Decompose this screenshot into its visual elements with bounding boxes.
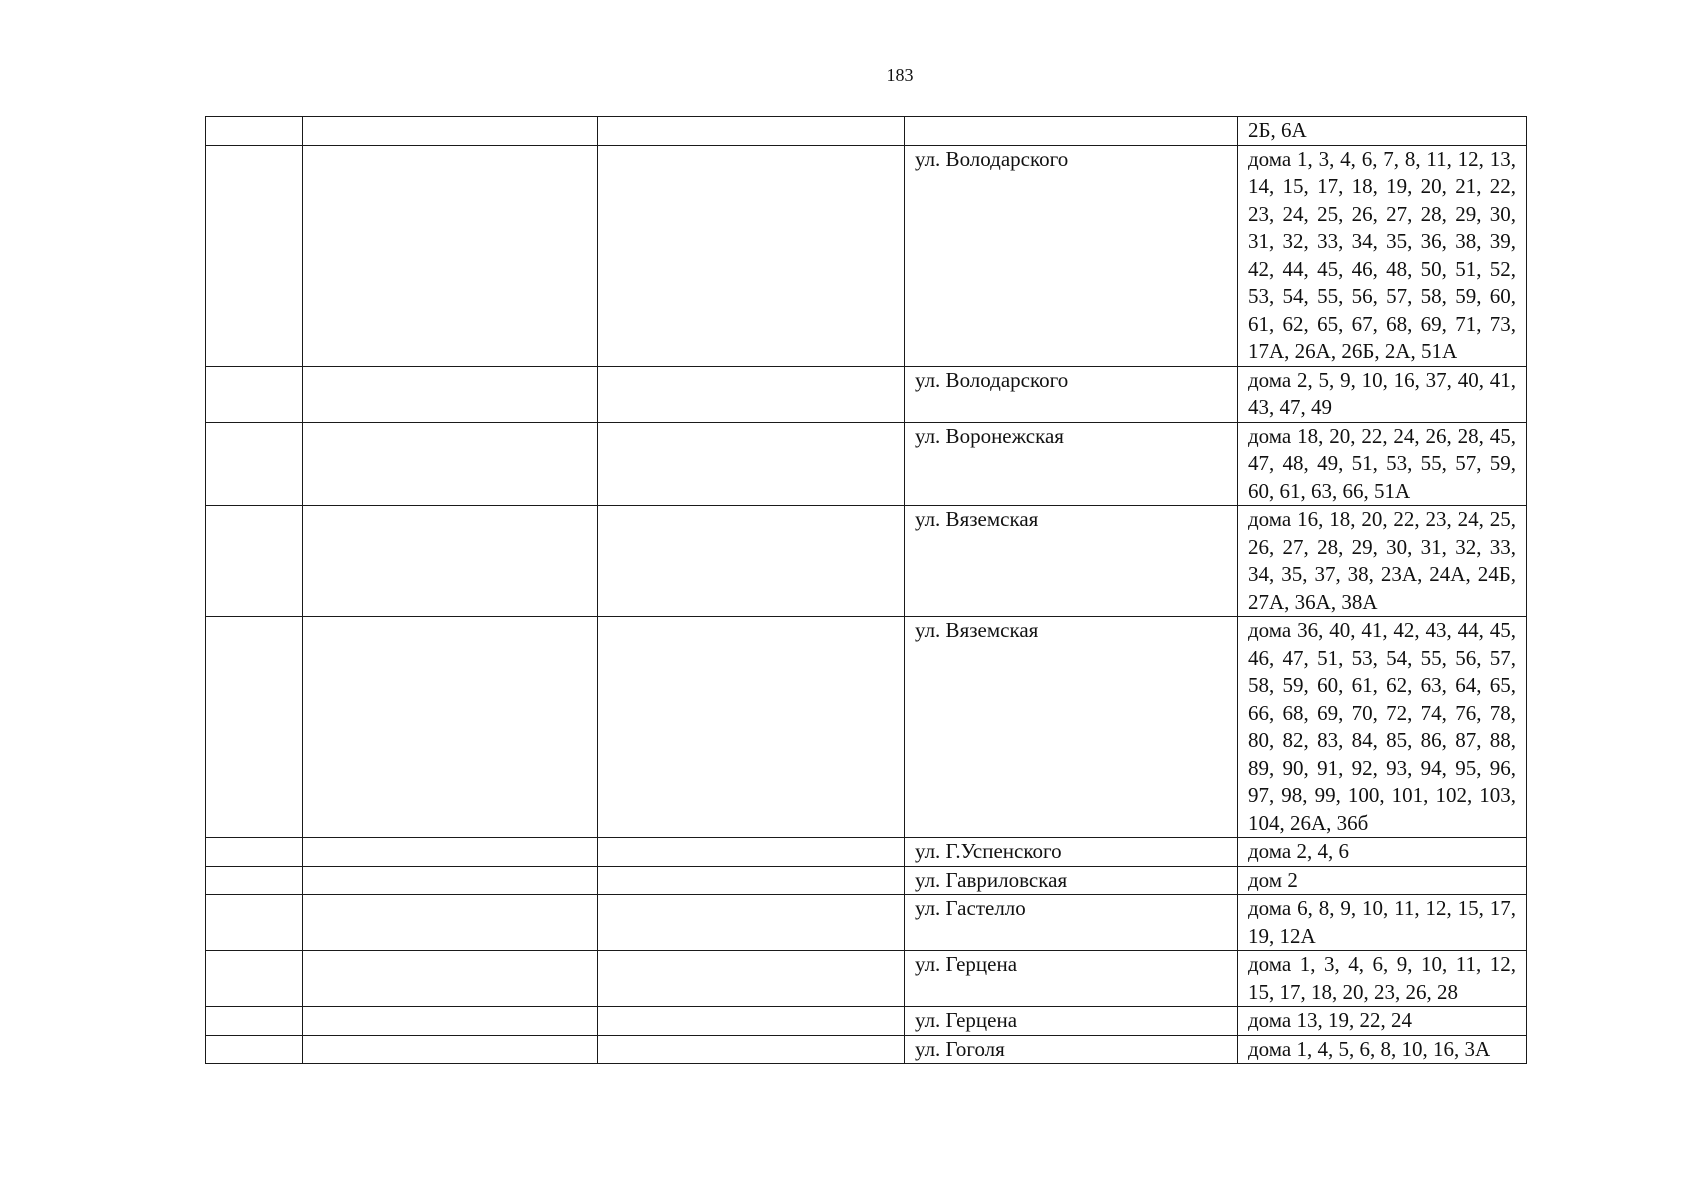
house-numbers-cell: дома 1, 3, 4, 6, 9, 10, 11, 12, 15, 17, 18, 20, 23, 26, 28 xyxy=(1238,951,1527,1007)
table-row xyxy=(206,117,1527,146)
table-row xyxy=(206,422,1527,506)
street-name-cell: ул. Воронежская xyxy=(905,422,1238,506)
street-name-cell: ул. Володарского xyxy=(905,366,1238,422)
empty-cell xyxy=(206,951,303,1007)
empty-cell xyxy=(206,422,303,506)
house-numbers-cell: дома 16, 18, 20, 22, 23, 24, 25, 26, 27, 28, 29, 30, 31, 32, 33, 34, 35, 37, 38, 23А, 24А, 24Б, 27А, 36А, 38А xyxy=(1238,506,1527,617)
street-name-cell: ул. Володарского xyxy=(905,145,1238,366)
empty-cell xyxy=(206,895,303,951)
house-numbers-cell: дома 6, 8, 9, 10, 11, 12, 15, 17, 19, 12А xyxy=(1238,895,1527,951)
street-name-cell xyxy=(905,117,1238,146)
empty-cell xyxy=(206,506,303,617)
empty-cell xyxy=(303,951,598,1007)
house-numbers-cell: дома 2, 5, 9, 10, 16, 37, 40, 41, 43, 47, 49 xyxy=(1238,366,1527,422)
empty-cell xyxy=(303,1007,598,1036)
empty-cell xyxy=(598,617,905,838)
street-name-cell: ул. Герцена xyxy=(905,1007,1238,1036)
empty-cell xyxy=(598,951,905,1007)
house-numbers-cell: 2Б, 6А xyxy=(1238,117,1527,146)
table-row xyxy=(206,838,1527,867)
table-row xyxy=(206,866,1527,895)
empty-cell xyxy=(303,422,598,506)
empty-cell xyxy=(206,117,303,146)
table-row xyxy=(206,366,1527,422)
table-row xyxy=(206,145,1527,366)
street-name-cell: ул. Гавриловская xyxy=(905,866,1238,895)
table-row xyxy=(206,506,1527,617)
empty-cell xyxy=(598,1007,905,1036)
table-row xyxy=(206,895,1527,951)
empty-cell xyxy=(206,366,303,422)
table-row xyxy=(206,1007,1527,1036)
empty-cell xyxy=(206,617,303,838)
empty-cell xyxy=(303,895,598,951)
empty-cell xyxy=(598,838,905,867)
empty-cell xyxy=(303,145,598,366)
house-numbers-cell: дома 36, 40, 41, 42, 43, 44, 45, 46, 47, 51, 53, 54, 55, 56, 57, 58, 59, 60, 61, 62, 63, 64, 65, 66, 68, 69, 70, 72, 74, 76, 78, 80, 82, 83, 84, 85, 86, 87, 88, 89, 90, 91, 92, 93, 94, 95, 96, 97, 98, 99, 100, 101, 102, 103, 104, 26А, 36б xyxy=(1238,617,1527,838)
house-numbers-cell: дома 1, 3, 4, 6, 7, 8, 11, 12, 13, 14, 15, 17, 18, 19, 20, 21, 22, 23, 24, 25, 26, 27, 28, 29, 30, 31, 32, 33, 34, 35, 36, 38, 39, 42, 44, 45, 46, 48, 50, 51, 52, 53, 54, 55, 56, 57, 58, 59, 60, 61, 62, 65, 67, 68, 69, 71, 73, 17А, 26А, 26Б, 2А, 51А xyxy=(1238,145,1527,366)
house-numbers-cell: дома 1, 4, 5, 6, 8, 10, 16, 3А xyxy=(1238,1035,1527,1064)
empty-cell xyxy=(206,145,303,366)
empty-cell xyxy=(303,366,598,422)
empty-cell xyxy=(598,1035,905,1064)
house-numbers-cell: дома 13, 19, 22, 24 xyxy=(1238,1007,1527,1036)
empty-cell xyxy=(598,506,905,617)
empty-cell xyxy=(206,1035,303,1064)
street-name-cell: ул. Гоголя xyxy=(905,1035,1238,1064)
house-numbers-cell: дома 18, 20, 22, 24, 26, 28, 45, 47, 48, 49, 51, 53, 55, 57, 59, 60, 61, 63, 66, 51А xyxy=(1238,422,1527,506)
empty-cell xyxy=(206,838,303,867)
empty-cell xyxy=(598,366,905,422)
address-table-body xyxy=(206,117,1527,1064)
table-row xyxy=(206,951,1527,1007)
empty-cell xyxy=(206,866,303,895)
empty-cell xyxy=(303,1035,598,1064)
street-name-cell: ул. Г.Успенского xyxy=(905,838,1238,867)
empty-cell xyxy=(303,117,598,146)
empty-cell xyxy=(598,145,905,366)
page-number: 183 xyxy=(886,65,914,85)
street-name-cell: ул. Гастелло xyxy=(905,895,1238,951)
street-name-cell: ул. Вяземская xyxy=(905,617,1238,838)
house-numbers-cell: дома 2, 4, 6 xyxy=(1238,838,1527,867)
empty-cell xyxy=(303,506,598,617)
empty-cell xyxy=(303,838,598,867)
table-row xyxy=(206,617,1527,838)
house-numbers-cell: дом 2 xyxy=(1238,866,1527,895)
street-name-cell: ул. Герцена xyxy=(905,951,1238,1007)
empty-cell xyxy=(303,617,598,838)
empty-cell xyxy=(206,1007,303,1036)
street-name-cell: ул. Вяземская xyxy=(905,506,1238,617)
table-row xyxy=(206,1035,1527,1064)
empty-cell xyxy=(598,422,905,506)
empty-cell xyxy=(598,117,905,146)
empty-cell xyxy=(303,866,598,895)
empty-cell xyxy=(598,895,905,951)
address-table xyxy=(205,116,1527,1064)
empty-cell xyxy=(598,866,905,895)
